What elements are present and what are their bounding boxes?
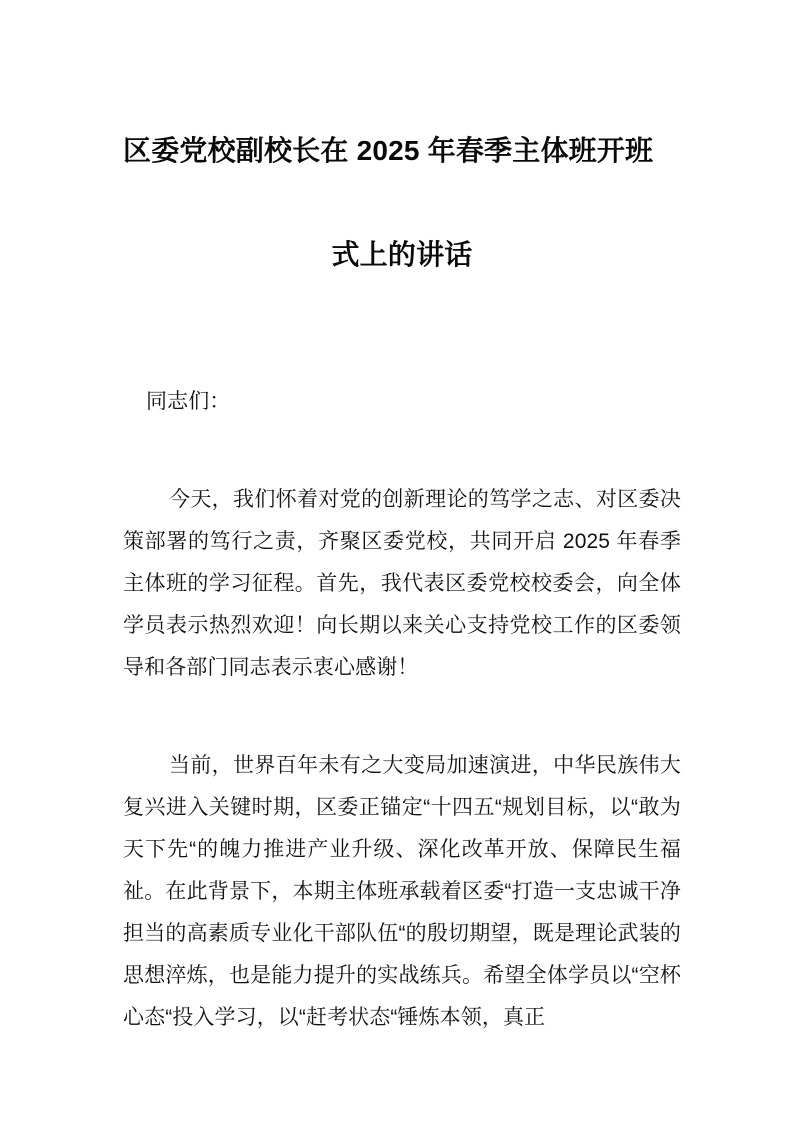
salutation-line: 同志们： [146,390,231,413]
body-paragraph-1: 今天，我们怀着对党的创新理论的笃学之志、对区委决策部署的笃行之责，齐聚区委党校，共同开启 2025 年春季主体班的学习征程。首先，我代表区委党校校委会，向全体学员表示热烈欢迎！向长期以来关心支持党校工作的区委领导和各部门同志表示衷心感谢！ [123,488,681,679]
page-title [123,0,681,281]
document-body [123,381,681,1039]
page-title-line-1: 区委党校副校长在 2025 年春季主体班开班 [123,135,654,166]
page-title-line-2: 式上的讲话 [331,239,473,270]
document-content-column [123,0,681,1039]
body-paragraph-2: 当前，世界百年未有之大变局加速演进，中华民族伟大复兴进入关键时期，区委正锚定“十四五“规划目标，以“敢为天下先“的魄力推进产业升级、深化改革开放、保障民生福祉。在此背景下，本期主体班承载着区委“打造一支忠诚干净担当的高素质专业化干部队伍“的殷切期望，既是理论武装的思想淬炼，也是能力提升的实战练兵。希望全体学员以“空杯心态“投入学习，以“赶考状态“锤炼本领，真正 [123,754,681,1029]
